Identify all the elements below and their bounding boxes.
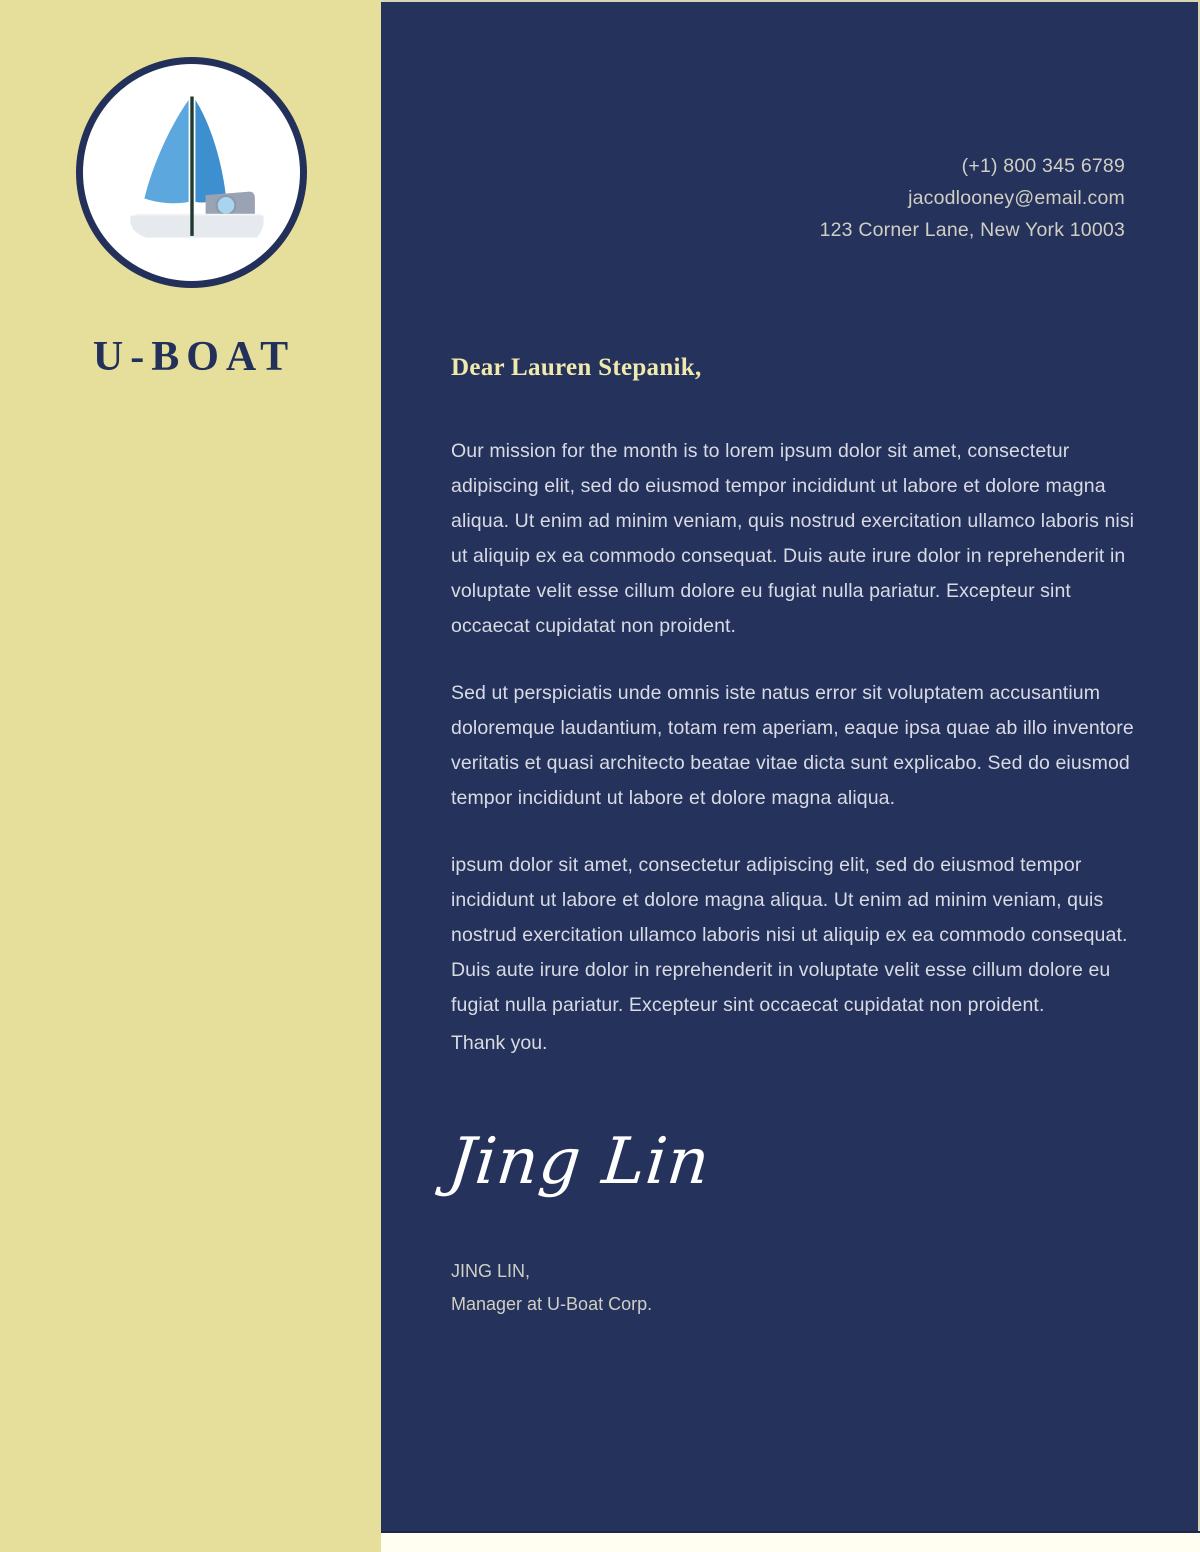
letter-panel <box>381 0 1200 1531</box>
letter-closing: Thank you. <box>451 1032 548 1054</box>
contact-address: 123 Corner Lane, New York 10003 <box>819 219 1125 241</box>
brand-name: U-BOAT <box>92 334 296 380</box>
brand-sidebar <box>0 0 381 1552</box>
letter-paragraph: Our mission for the month is to lorem ipsum dolor sit amet, consectetur adipiscing elit, sed do eiusmod tempor incididunt ut labore et dolore magna aliqua. Ut enim ad minim veniam, quis nostrud exercitation ullamco laboris nisi ut aliquip ex ea commodo consequat. Duis aute irure dolor in reprehenderit in voluptate velit esse cillum dolore eu fugiat nulla pariatur. Excepteur sint occaecat cupidatat non proident. <box>451 440 1135 637</box>
logo-badge <box>76 57 307 288</box>
contact-email[interactable]: jacodlooney@email.com <box>908 187 1125 209</box>
page-bottom-strip <box>381 1531 1200 1552</box>
letter-paragraph: ipsum dolor sit amet, consectetur adipiscing elit, sed do eiusmod tempor incididunt ut labore et dolore magna aliqua. Ut enim ad minim veniam, quis nostrud exercitation ullamco laboris nisi ut aliquip ex ea commodo consequat. Duis aute irure dolor in reprehenderit in voluptate velit esse cillum dolore eu fugiat nulla pariatur. Excepteur sint occaecat cupidatat non proident. <box>451 854 1128 1016</box>
letter-body <box>451 434 1136 1023</box>
letter-paragraph: Sed ut perspiciatis unde omnis iste natus error sit voluptatem accusantium doloremque laudantium, totam rem aperiam, eaque ipsa quae ab illo inventore veritatis et quasi architecto beatae vitae dicta sunt explicabo. Sed do eiusmod tempor incididunt ut labore et dolore magna aliqua. <box>451 682 1134 809</box>
signature-block <box>451 1255 652 1321</box>
letter-salutation: Dear Lauren Stepanik, <box>451 354 702 381</box>
handwritten-signature: Jing Lin <box>445 1125 714 1199</box>
contact-block <box>820 150 1125 246</box>
contact-phone: (+1) 800 345 6789 <box>961 155 1125 177</box>
signer-title: Manager at U-Boat Corp. <box>451 1294 653 1314</box>
signer-name: JING LIN, <box>451 1261 531 1281</box>
